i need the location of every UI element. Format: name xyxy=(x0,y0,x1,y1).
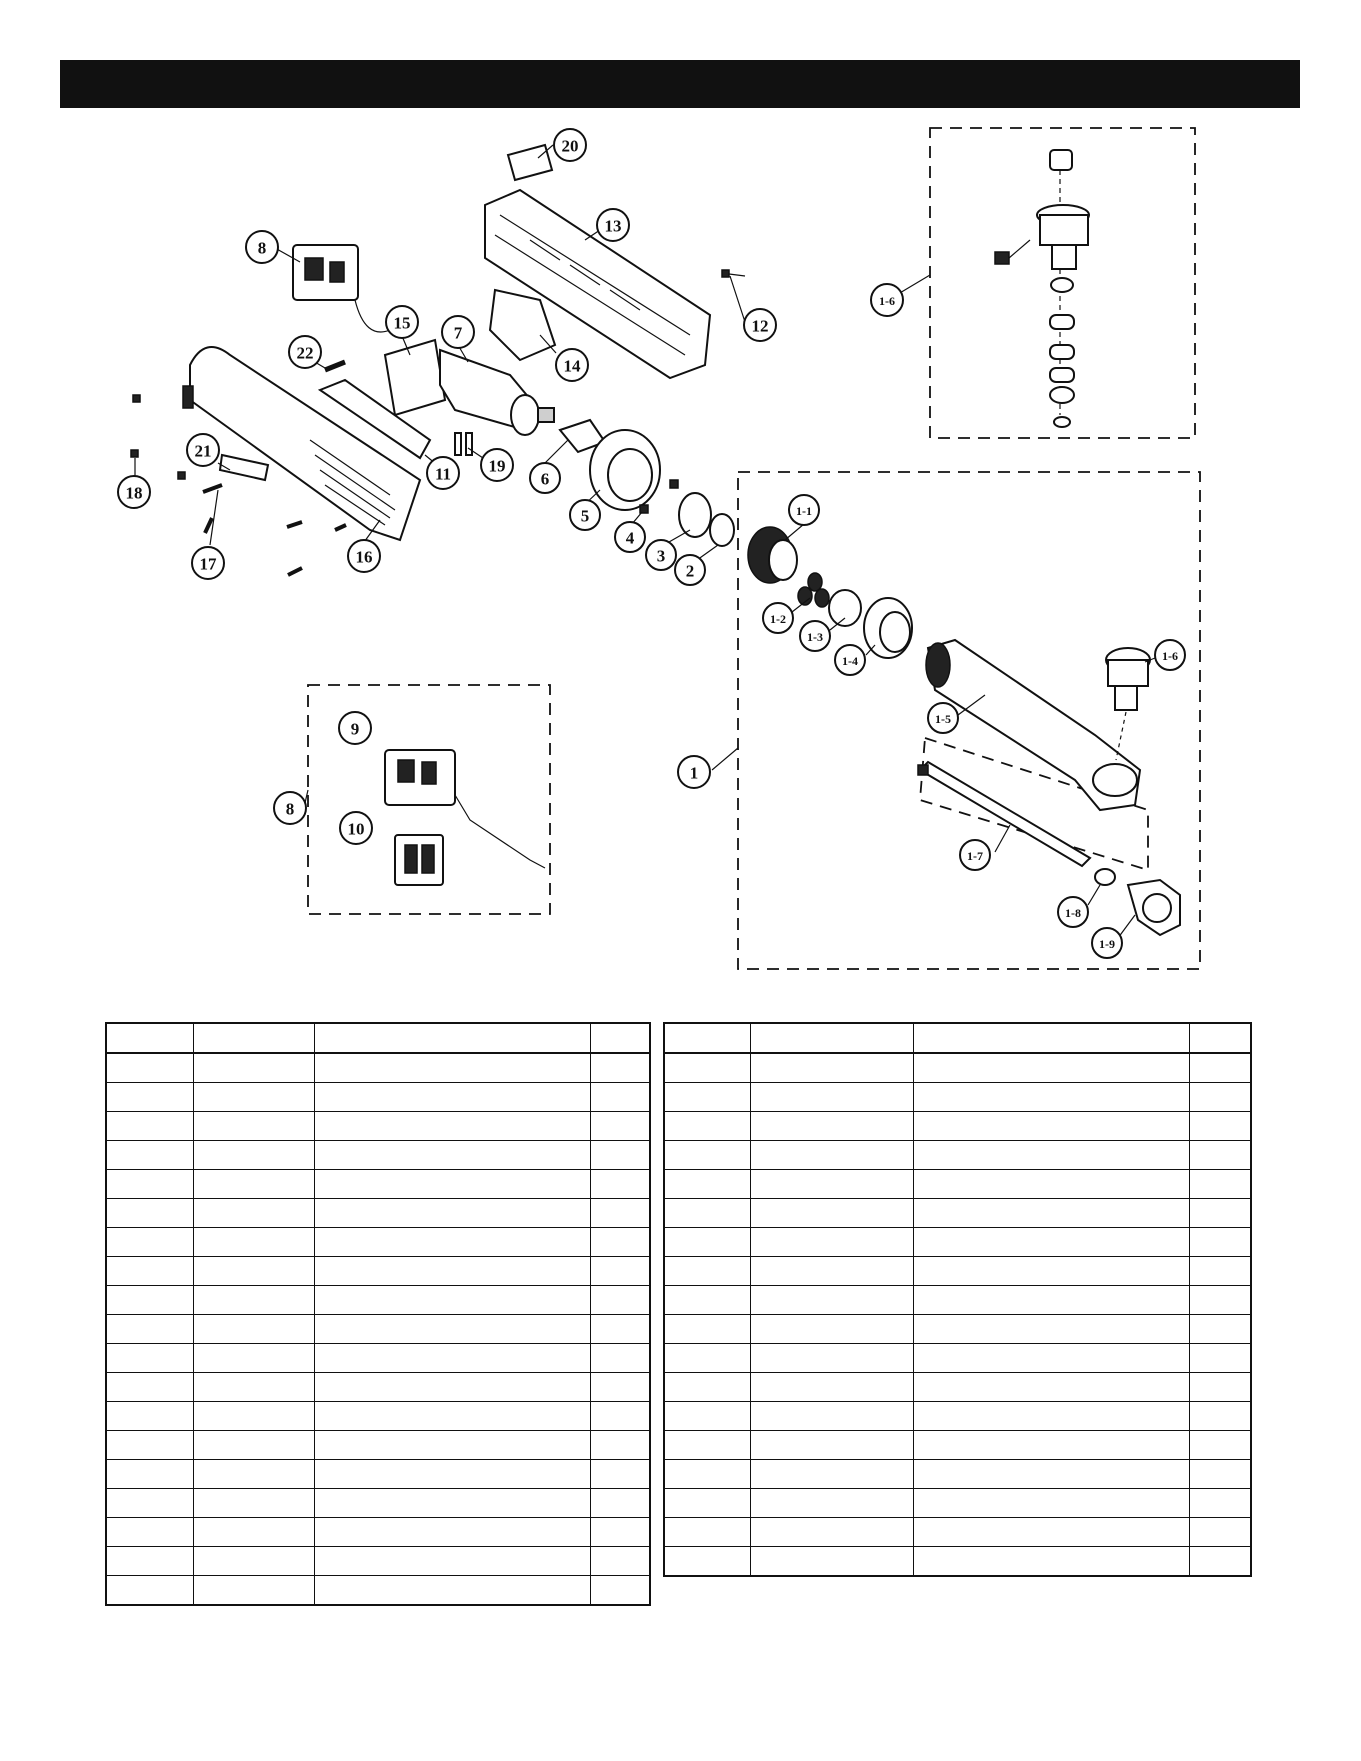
table-cell xyxy=(106,1257,194,1286)
table-cell xyxy=(913,1315,1189,1344)
table-row xyxy=(106,1431,650,1460)
table-cell xyxy=(590,1489,650,1518)
table-row xyxy=(664,1344,1251,1373)
table-row xyxy=(106,1518,650,1547)
table-cell xyxy=(314,1199,590,1228)
table-cell xyxy=(664,1141,751,1170)
table-cell xyxy=(913,1112,1189,1141)
table-cell xyxy=(1189,1489,1251,1518)
table-cell xyxy=(751,1257,913,1286)
table-row xyxy=(106,1170,650,1199)
callout-11 xyxy=(427,457,459,489)
svg-text:19: 19 xyxy=(488,456,506,476)
part-1-6-knob xyxy=(1106,648,1150,760)
table-cell xyxy=(664,1431,751,1460)
table-cell xyxy=(194,1547,315,1576)
callout-1-3 xyxy=(800,621,830,651)
table-row xyxy=(664,1170,1251,1199)
callout-14 xyxy=(556,349,588,381)
table-cell xyxy=(590,1286,650,1315)
table-cell xyxy=(590,1373,650,1402)
table-row xyxy=(664,1228,1251,1257)
table-row xyxy=(106,1576,650,1606)
table-cell xyxy=(106,1053,194,1083)
table-cell xyxy=(194,1315,315,1344)
table-cell xyxy=(751,1199,913,1228)
part-14-bracket xyxy=(490,290,555,360)
table-cell xyxy=(913,1402,1189,1431)
table-cell xyxy=(590,1518,650,1547)
table-cell xyxy=(1189,1315,1251,1344)
table-cell xyxy=(751,1170,913,1199)
part-1-7-shaft xyxy=(918,762,1090,866)
table-cell xyxy=(314,1112,590,1141)
table-row xyxy=(106,1228,650,1257)
table-cell xyxy=(664,1286,751,1315)
table-cell xyxy=(106,1199,194,1228)
part-19-pins xyxy=(455,433,472,455)
svg-text:1-5: 1-5 xyxy=(935,712,951,726)
table-cell xyxy=(913,1053,1189,1083)
part-1-2-planet-gears xyxy=(798,573,829,607)
part-10-switch xyxy=(395,835,443,885)
table-cell xyxy=(590,1344,650,1373)
part-1-9-ratchet-head xyxy=(1128,880,1180,935)
svg-text:7: 7 xyxy=(453,323,463,343)
table-cell xyxy=(314,1518,590,1547)
callout-1-6-detail xyxy=(871,284,903,316)
callout-7 xyxy=(442,316,474,348)
callout-1-6-main xyxy=(1155,640,1185,670)
table-cell xyxy=(314,1576,590,1606)
table-cell xyxy=(1189,1547,1251,1577)
table-cell xyxy=(194,1576,315,1606)
table-cell xyxy=(106,1112,194,1141)
svg-text:1-3: 1-3 xyxy=(807,630,823,644)
table-cell xyxy=(664,1083,751,1112)
table-cell xyxy=(194,1518,315,1547)
table-cell xyxy=(751,1112,913,1141)
table-cell xyxy=(590,1402,650,1431)
callout-2 xyxy=(675,555,705,585)
table-cell xyxy=(913,1431,1189,1460)
table-cell xyxy=(314,1228,590,1257)
callout-18 xyxy=(118,476,150,508)
svg-text:17: 17 xyxy=(199,554,217,574)
callout-20 xyxy=(554,129,586,161)
svg-text:1-4: 1-4 xyxy=(842,654,858,668)
callout-22 xyxy=(289,336,321,368)
callout-1-1 xyxy=(789,495,819,525)
table-row xyxy=(106,1344,650,1373)
table-cell xyxy=(314,1489,590,1518)
callout-1 xyxy=(678,756,710,788)
svg-text:1-6: 1-6 xyxy=(1162,649,1178,663)
table-cell xyxy=(913,1170,1189,1199)
table-cell xyxy=(664,1518,751,1547)
table-cell xyxy=(590,1112,650,1141)
svg-text:1-9: 1-9 xyxy=(1099,937,1115,951)
table-cell xyxy=(590,1257,650,1286)
table-body xyxy=(664,1053,1251,1576)
svg-text:5: 5 xyxy=(580,506,590,526)
svg-text:15: 15 xyxy=(393,313,411,333)
table-cell xyxy=(913,1083,1189,1112)
table-cell xyxy=(664,1228,751,1257)
part-5-gear-case xyxy=(590,430,660,510)
svg-text:4: 4 xyxy=(625,528,635,548)
table-row xyxy=(664,1083,1251,1112)
callout-1-4 xyxy=(835,645,865,675)
table-cell xyxy=(106,1460,194,1489)
table-row xyxy=(664,1286,1251,1315)
svg-text:6: 6 xyxy=(540,469,550,489)
svg-text:10: 10 xyxy=(347,819,365,839)
part-21-label xyxy=(220,455,268,480)
svg-text:11: 11 xyxy=(434,464,452,484)
table-cell xyxy=(590,1083,650,1112)
table-row xyxy=(664,1518,1251,1547)
table-cell xyxy=(664,1489,751,1518)
callout-21 xyxy=(187,434,219,466)
table-row xyxy=(664,1489,1251,1518)
table-cell xyxy=(590,1431,650,1460)
table-cell xyxy=(590,1228,650,1257)
table-cell xyxy=(314,1257,590,1286)
table-cell xyxy=(106,1489,194,1518)
svg-text:1-1: 1-1 xyxy=(796,504,812,518)
table-cell xyxy=(194,1257,315,1286)
callout-12 xyxy=(744,309,776,341)
table-cell xyxy=(194,1141,315,1170)
svg-text:1-8: 1-8 xyxy=(1065,906,1081,920)
table-cell xyxy=(664,1402,751,1431)
table-cell xyxy=(314,1431,590,1460)
svg-text:9: 9 xyxy=(350,719,360,739)
svg-text:8: 8 xyxy=(285,799,295,819)
table-cell xyxy=(106,1547,194,1576)
table-cell xyxy=(314,1373,590,1402)
table-row xyxy=(106,1199,650,1228)
table-row xyxy=(664,1315,1251,1344)
table-cell xyxy=(194,1199,315,1228)
callout-8-top xyxy=(246,231,278,263)
table-cell xyxy=(1189,1083,1251,1112)
parts-table-left xyxy=(105,1022,651,1606)
table-row xyxy=(106,1053,650,1083)
callout-1-2 xyxy=(763,603,793,633)
table-cell xyxy=(1189,1460,1251,1489)
svg-text:8: 8 xyxy=(257,238,267,258)
table-cell xyxy=(194,1286,315,1315)
svg-text:18: 18 xyxy=(125,483,143,503)
table-row xyxy=(106,1141,650,1170)
table-cell xyxy=(314,1547,590,1576)
table-cell xyxy=(590,1170,650,1199)
table-cell xyxy=(1189,1373,1251,1402)
table-cell xyxy=(194,1460,315,1489)
table-cell xyxy=(194,1083,315,1112)
table-row xyxy=(106,1547,650,1576)
table-cell xyxy=(913,1257,1189,1286)
svg-text:1-7: 1-7 xyxy=(967,849,983,863)
table-cell xyxy=(751,1373,913,1402)
table-cell xyxy=(106,1315,194,1344)
table-row xyxy=(106,1315,650,1344)
svg-text:16: 16 xyxy=(355,547,373,567)
table-cell xyxy=(106,1576,194,1606)
table-cell xyxy=(314,1170,590,1199)
table-cell xyxy=(913,1460,1189,1489)
callout-1-8 xyxy=(1058,897,1088,927)
callout-1-5 xyxy=(928,703,958,733)
table-cell xyxy=(106,1431,194,1460)
table-cell xyxy=(751,1053,913,1083)
svg-text:1-2: 1-2 xyxy=(770,612,786,626)
callout-15 xyxy=(386,306,418,338)
part-7-motor xyxy=(440,350,554,435)
table-row xyxy=(106,1489,650,1518)
table-cell xyxy=(1189,1170,1251,1199)
callout-5 xyxy=(570,500,600,530)
table-cell xyxy=(664,1547,751,1577)
table-cell xyxy=(1189,1199,1251,1228)
table-cell xyxy=(751,1489,913,1518)
svg-text:12: 12 xyxy=(751,316,769,336)
table-cell xyxy=(314,1286,590,1315)
table-cell xyxy=(664,1344,751,1373)
callout-10 xyxy=(340,812,372,844)
table-cell xyxy=(314,1402,590,1431)
table-cell xyxy=(664,1373,751,1402)
table-cell xyxy=(751,1141,913,1170)
table-cell xyxy=(751,1547,913,1577)
table-cell xyxy=(913,1547,1189,1577)
callout-4 xyxy=(615,522,645,552)
part-22-pin xyxy=(325,362,345,370)
table-cell xyxy=(1189,1228,1251,1257)
table-cell xyxy=(106,1402,194,1431)
svg-text:20: 20 xyxy=(561,136,579,156)
callout-1-9 xyxy=(1092,928,1122,958)
svg-text:3: 3 xyxy=(656,546,666,566)
table-cell xyxy=(194,1053,315,1083)
table-row xyxy=(664,1547,1251,1577)
table-cell xyxy=(664,1112,751,1141)
part-18-screws xyxy=(131,395,185,479)
svg-text:21: 21 xyxy=(194,441,212,461)
table-row xyxy=(106,1460,650,1489)
svg-text:1-6: 1-6 xyxy=(879,294,895,308)
table-cell xyxy=(1189,1112,1251,1141)
table-cell xyxy=(314,1141,590,1170)
table-cell xyxy=(664,1257,751,1286)
table-cell xyxy=(913,1518,1189,1547)
table-cell xyxy=(1189,1286,1251,1315)
part-1-6-detail xyxy=(995,150,1089,427)
table-cell xyxy=(590,1576,650,1606)
table-row xyxy=(106,1083,650,1112)
table-cell xyxy=(1189,1141,1251,1170)
part-12-screw xyxy=(722,270,745,277)
callout-16 xyxy=(348,540,380,572)
table-cell xyxy=(106,1228,194,1257)
table-cell xyxy=(913,1286,1189,1315)
table-cell xyxy=(913,1489,1189,1518)
table-row xyxy=(664,1112,1251,1141)
table-row xyxy=(664,1460,1251,1489)
table-cell xyxy=(590,1053,650,1083)
table-cell xyxy=(194,1112,315,1141)
part-1-3-carrier xyxy=(829,590,861,626)
table-cell xyxy=(913,1344,1189,1373)
table-cell xyxy=(913,1228,1189,1257)
table-row xyxy=(664,1373,1251,1402)
svg-text:14: 14 xyxy=(563,356,581,376)
part-20-label xyxy=(508,145,552,180)
callout-13 xyxy=(597,209,629,241)
table-cell xyxy=(314,1083,590,1112)
table-header-row xyxy=(106,1023,650,1053)
table-cell xyxy=(751,1402,913,1431)
table-cell xyxy=(664,1315,751,1344)
table-cell xyxy=(314,1315,590,1344)
part-2-washer xyxy=(710,514,734,546)
table-cell xyxy=(314,1344,590,1373)
svg-text:22: 22 xyxy=(296,343,314,363)
table-cell xyxy=(194,1489,315,1518)
table-row xyxy=(106,1257,650,1286)
callout-6 xyxy=(530,463,560,493)
table-cell xyxy=(194,1228,315,1257)
part-15-motor-sleeve xyxy=(385,340,445,415)
table-cell xyxy=(664,1053,751,1083)
table-cell xyxy=(194,1402,315,1431)
table-cell xyxy=(590,1315,650,1344)
table-header-row xyxy=(664,1023,1251,1053)
table-body xyxy=(106,1053,650,1605)
callout-3 xyxy=(646,540,676,570)
table-cell xyxy=(1189,1344,1251,1373)
table-cell xyxy=(1189,1053,1251,1083)
table-row xyxy=(664,1053,1251,1083)
table-cell xyxy=(314,1053,590,1083)
table-row xyxy=(664,1141,1251,1170)
table-cell xyxy=(194,1373,315,1402)
callout-19 xyxy=(481,449,513,481)
table-row xyxy=(106,1373,650,1402)
table-cell xyxy=(751,1286,913,1315)
table-cell xyxy=(1189,1518,1251,1547)
table-row xyxy=(106,1112,650,1141)
table-cell xyxy=(106,1286,194,1315)
table-cell xyxy=(751,1460,913,1489)
table-row xyxy=(664,1199,1251,1228)
callout-9 xyxy=(339,712,371,744)
table-cell xyxy=(106,1170,194,1199)
table-cell xyxy=(106,1083,194,1112)
table-cell xyxy=(590,1199,650,1228)
table-row xyxy=(106,1286,650,1315)
callout-1-7 xyxy=(960,840,990,870)
table-row xyxy=(106,1402,650,1431)
callout-17 xyxy=(192,547,224,579)
table-cell xyxy=(913,1373,1189,1402)
table-cell xyxy=(751,1315,913,1344)
table-cell xyxy=(106,1141,194,1170)
table-cell xyxy=(1189,1402,1251,1431)
table-cell xyxy=(751,1083,913,1112)
svg-text:1: 1 xyxy=(689,763,699,783)
table-cell xyxy=(106,1373,194,1402)
table-row xyxy=(664,1431,1251,1460)
part-3-washer xyxy=(679,493,711,537)
table-cell xyxy=(751,1228,913,1257)
table-cell xyxy=(664,1170,751,1199)
table-cell xyxy=(751,1344,913,1373)
table-cell xyxy=(194,1344,315,1373)
table-cell xyxy=(664,1199,751,1228)
svg-text:13: 13 xyxy=(604,216,622,236)
table-cell xyxy=(913,1199,1189,1228)
table-cell xyxy=(314,1460,590,1489)
table-cell xyxy=(751,1518,913,1547)
table-cell xyxy=(1189,1431,1251,1460)
table-cell xyxy=(1189,1257,1251,1286)
callout-8-detail xyxy=(274,792,306,824)
table-cell xyxy=(194,1431,315,1460)
table-cell xyxy=(590,1141,650,1170)
table-row xyxy=(664,1402,1251,1431)
part-1-8-bushing xyxy=(1095,869,1115,885)
table-cell xyxy=(590,1460,650,1489)
table-cell xyxy=(106,1344,194,1373)
table-cell xyxy=(590,1547,650,1576)
table-cell xyxy=(751,1431,913,1460)
parts-table-right xyxy=(663,1022,1252,1577)
svg-text:2: 2 xyxy=(685,561,695,581)
table-cell xyxy=(664,1460,751,1489)
table-cell xyxy=(106,1518,194,1547)
table-row xyxy=(664,1257,1251,1286)
table-cell xyxy=(913,1141,1189,1170)
table-cell xyxy=(194,1170,315,1199)
